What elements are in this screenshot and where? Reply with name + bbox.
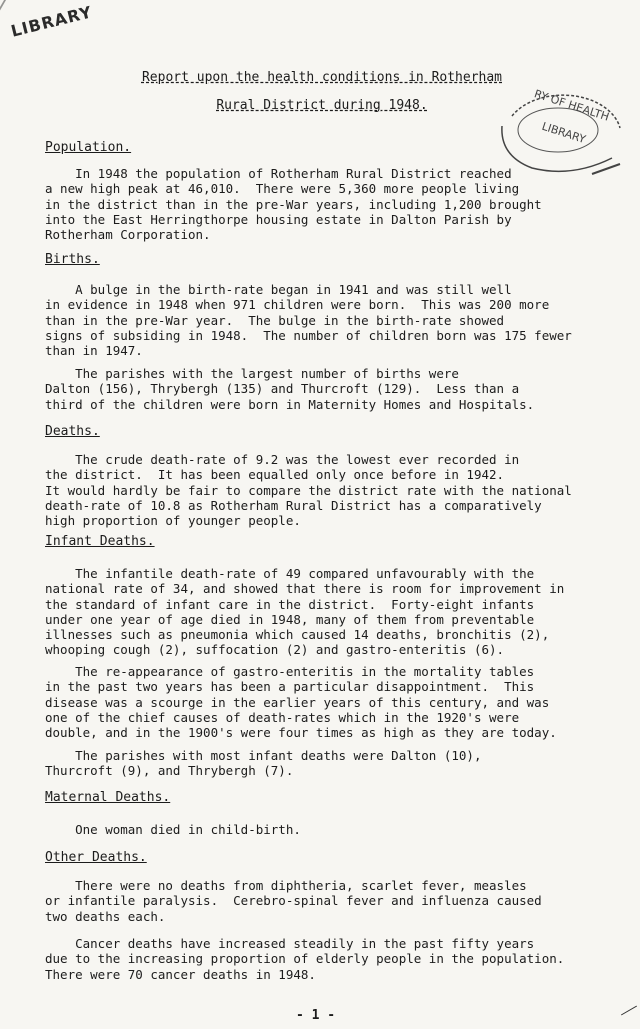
deaths-paragraph-1: The crude death-rate of 9.2 was the lowest ever recorded in the district. It has been equalled only once before in 1942. It would hardly be fair to compare the district rate with the national death-rate of 10.8 as Rotherham Rural District has a comparatively high proportion of younger people. bbox=[45, 452, 572, 529]
corner-scratch bbox=[621, 1006, 637, 1016]
corner-mark bbox=[0, 0, 28, 14]
heading-infant-deaths: Infant Deaths. bbox=[45, 534, 155, 549]
title-line-2: Rural District during 1948. bbox=[216, 98, 428, 113]
library-stamp: LIBRARY bbox=[8, 2, 95, 41]
other-deaths-paragraph-2: Cancer deaths have increased steadily in the past fifty years due to the increasing proportion of elderly people in the population. There were 70 cancer deaths in 1948. bbox=[45, 936, 565, 982]
heading-births: Births. bbox=[45, 252, 100, 267]
other-deaths-paragraph-1: There were no deaths from diphtheria, scarlet fever, measles or infantile paralysis. Cerebro-spinal fever and influenza caused two deaths each. bbox=[45, 878, 542, 924]
title-line-1: Report upon the health conditions in Rotherham bbox=[141, 70, 503, 85]
page-number: - 1 - bbox=[296, 1008, 336, 1023]
population-paragraph-1: In 1948 the population of Rotherham Rural District reached a new high peak at 46,010. There were 5,360 more people living in the district than in the pre-War years, including 1,200 brought into the East Herringthorpe housing estate in Dalton Parish by Rotherham Corporation. bbox=[45, 166, 542, 243]
document-title bbox=[102, 64, 542, 120]
svg-text:LIBRARY: LIBRARY bbox=[540, 119, 588, 147]
births-paragraph-2: The parishes with the largest number of births were Dalton (156), Thrybergh (135) and Thurcroft (129). Less than a third of the children were born in Maternity Homes and Hospitals. bbox=[45, 366, 535, 412]
infant-deaths-paragraph-2: The re-appearance of gastro-enteritis in the mortality tables in the past two years has been a particular disappointment. This disease was a scourge in the earlier years of this century, and was one of the chief causes of death-rates which in the 1920's were double, and in the 1900's were four times as high as they are today. bbox=[45, 664, 557, 741]
heading-maternal-deaths: Maternal Deaths. bbox=[45, 790, 171, 805]
maternal-deaths-paragraph-1: One woman died in child-birth. bbox=[45, 822, 301, 837]
births-paragraph-1: A bulge in the birth-rate began in 1941 and was still well in evidence in 1948 when 971 children were born. This was 200 more than in the pre-War year. The bulge in the birth-rate showed signs of subsiding in 1948. The number of children born was 175 fewer than in 1947. bbox=[45, 282, 572, 359]
heading-population: Population. bbox=[45, 140, 132, 155]
heading-deaths: Deaths. bbox=[45, 424, 100, 439]
heading-other-deaths: Other Deaths. bbox=[45, 850, 147, 865]
infant-deaths-paragraph-3: The parishes with most infant deaths were Dalton (10), Thurcroft (9), and Thrybergh (7). bbox=[45, 748, 482, 779]
svg-text:RY OF HEALTH: RY OF HEALTH bbox=[532, 87, 611, 124]
infant-deaths-paragraph-1: The infantile death-rate of 49 compared unfavourably with the national rate of 34, and showed that there is room for improvement in the standard of infant care in the district. Forty-eight infants under one year of age died in 1948, many of them from preventable illnesses such as pneumonia which caused 14 deaths, bronchitis (2), whooping cough (2), suffocation (2) and gastro-enteritis (6). bbox=[45, 566, 565, 658]
